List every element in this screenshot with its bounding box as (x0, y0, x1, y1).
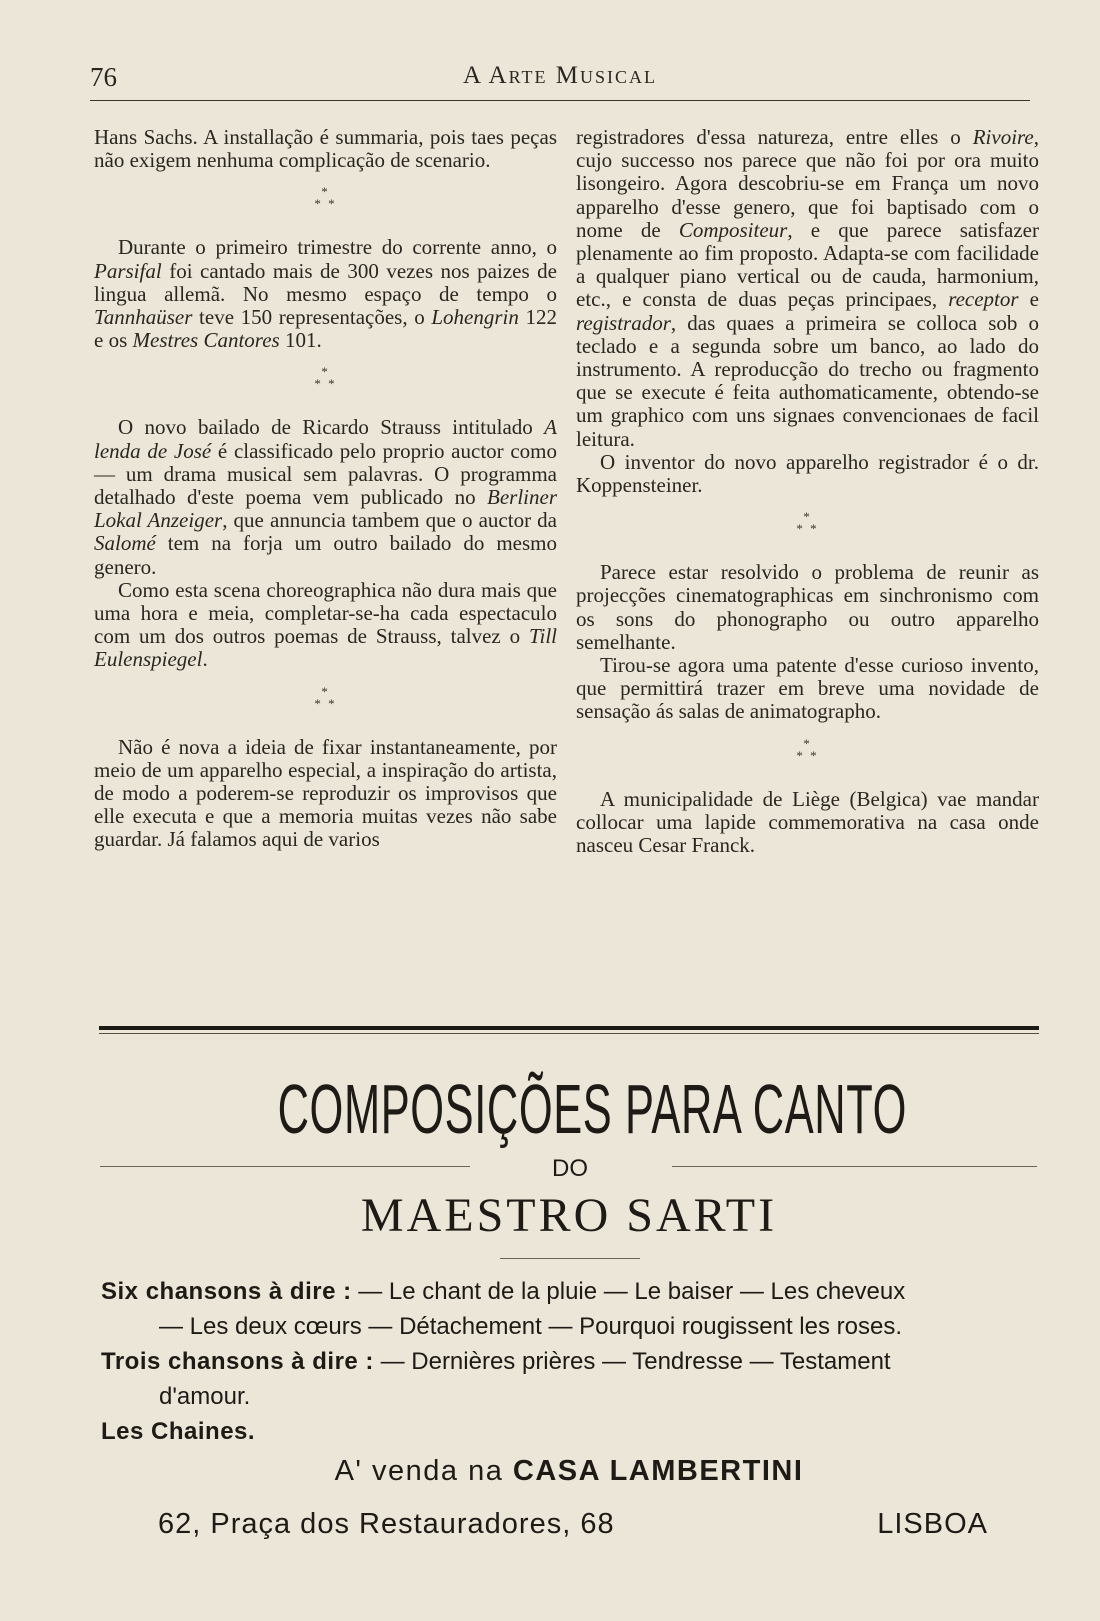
shop-address-line (158, 1508, 988, 1541)
shop-name: CASA LAMBERTINI (512, 1455, 804, 1487)
right-column-paragraph: Tirou-se agora uma patente d'esse curioso invento, que permittirá trazer em breve uma novidade de sensação ás salas de animatographo. (576, 653, 1039, 724)
advertisement-top-rule (99, 1026, 1039, 1030)
right-column-paragraph: A municipalidade de Liège (Belgica) vae mandar collocar uma lapide commemorativa na casa onde nasceu Cesar Franck. (576, 786, 1039, 858)
left-column-paragraph: Hans Sachs. A installação é summaria, pois taes peças não exigem nenhuma complicação de scenario. (94, 125, 557, 173)
shop-address: 62, Praça dos Restauradores, 68 (158, 1508, 615, 1540)
les-chaines-entry (101, 1414, 1041, 1449)
left-column-paragraph: Como esta scena choreographica não dura mais que uma hora e meia, completar-se-ha cada espectaculo com um dos outros poemas de Strauss, talvez o Till Eulenspiegel. (94, 577, 557, 672)
advertisement-do: DO (552, 1155, 588, 1182)
six-chansons-entry (101, 1274, 1041, 1309)
trois-chansons-items: — Dernières prières — Tendresse — Testament (380, 1348, 891, 1375)
advertisement-top-rule-thin (99, 1033, 1039, 1034)
composition-list (101, 1274, 1041, 1449)
section-separator: * * * (314, 683, 337, 711)
six-chansons-entry-cont (101, 1309, 1041, 1344)
trois-chansons-entry (101, 1344, 1041, 1379)
right-column-paragraph: registradores d'essa natureza, entre elles o Rivoire, cujo successo nos parece que não foi por ora muito lisongeiro. Agora descobriu-se em França um novo apparelho d'esse genero, que foi baptisado com o nome de Compositeur, e que parece satisfazer plenamente ao fim proposto. Adapta-se com facilidade a qualquer piano vertical ou de cauda, harmonium, etc., e consta de duas peças principaes, receptor e registrador, das quaes a primeira se colloca sob o teclado e a segunda sobre um banco, ao lado do instrumento. A reproducção do trecho ou fragmento que se execute é feita authomaticamente, obtendo-se um graphico com uns signaes convencionaes de facil leitura. (576, 125, 1039, 451)
composer-underline (500, 1258, 640, 1259)
composer-name: MAESTRO SARTI (360, 1189, 778, 1242)
left-column-paragraph: O novo bailado de Ricardo Strauss intitulado A lenda de José é classificado pelo proprio auctor como — um drama musical sem palavras. O programma detalhado d'este poema vem publicado no Berliner Lokal Anzeiger, que annuncia tambem que o auctor da Salomé tem na forja um outro bailado do mesmo genero. (94, 415, 558, 579)
trois-chansons-items-cont: d'amour. (159, 1383, 251, 1410)
sale-prefix: A' venda na (334, 1455, 504, 1487)
six-chansons-items-cont: — Les deux cœurs — Détachement — Pourquoi rougissent les roses. (159, 1313, 902, 1340)
journal-title: A Arte Musical (463, 62, 657, 89)
divider-line-left (100, 1166, 470, 1167)
left-column-paragraph: Durante o primeiro trimestre do corrente anno, o Parsifal foi cantado mais de 300 vezes nos paizes de lingua allemã. No mesmo espaço de tempo o Tannhaüser teve 150 representações, o Lohengrin 122 e os Mestres Cantores 101. (94, 235, 557, 353)
section-separator: * * * (796, 735, 819, 763)
les-chaines-label: Les Chaines. (101, 1418, 256, 1445)
trois-chansons-entry-cont (101, 1379, 1041, 1414)
section-separator: * * * (314, 184, 337, 212)
right-column-paragraph: Parece estar resolvido o problema de reunir as projecções cinematographicas em sinchronismo com os sons do phonographo ou outro apparelho semelhante. (576, 560, 1039, 654)
sale-notice (99, 1455, 1039, 1488)
trois-chansons-label: Trois chansons à dire : (101, 1348, 374, 1375)
section-separator: * * * (314, 364, 337, 392)
running-header (90, 60, 1030, 92)
right-column-paragraph: O inventor do novo apparelho registrador é o dr. Koppensteiner. (576, 449, 1039, 498)
six-chansons-label: Six chansons à dire : (101, 1278, 352, 1305)
divider-line-right (672, 1166, 1037, 1167)
left-column-paragraph: Não é nova a ideia de fixar instantaneamente, por meio de um apparelho especial, a inspiração do artista, de modo a poderem-se reproduzir os improvisos que elle executa e que a memoria muitas vezes não sabe guardar. Já falamos aqui de varios (94, 734, 557, 852)
section-separator: * * * (796, 509, 819, 537)
right-column (576, 126, 1039, 857)
shop-city: LISBOA (877, 1508, 988, 1540)
page-number: 76 (90, 62, 117, 92)
advertisement-title: COMPOSIÇÕES PARA CANTO (277, 1070, 908, 1148)
six-chansons-items: — Le chant de la pluie — Le baiser — Les cheveux (358, 1278, 906, 1305)
left-column (94, 126, 557, 852)
header-rule (90, 100, 1030, 101)
